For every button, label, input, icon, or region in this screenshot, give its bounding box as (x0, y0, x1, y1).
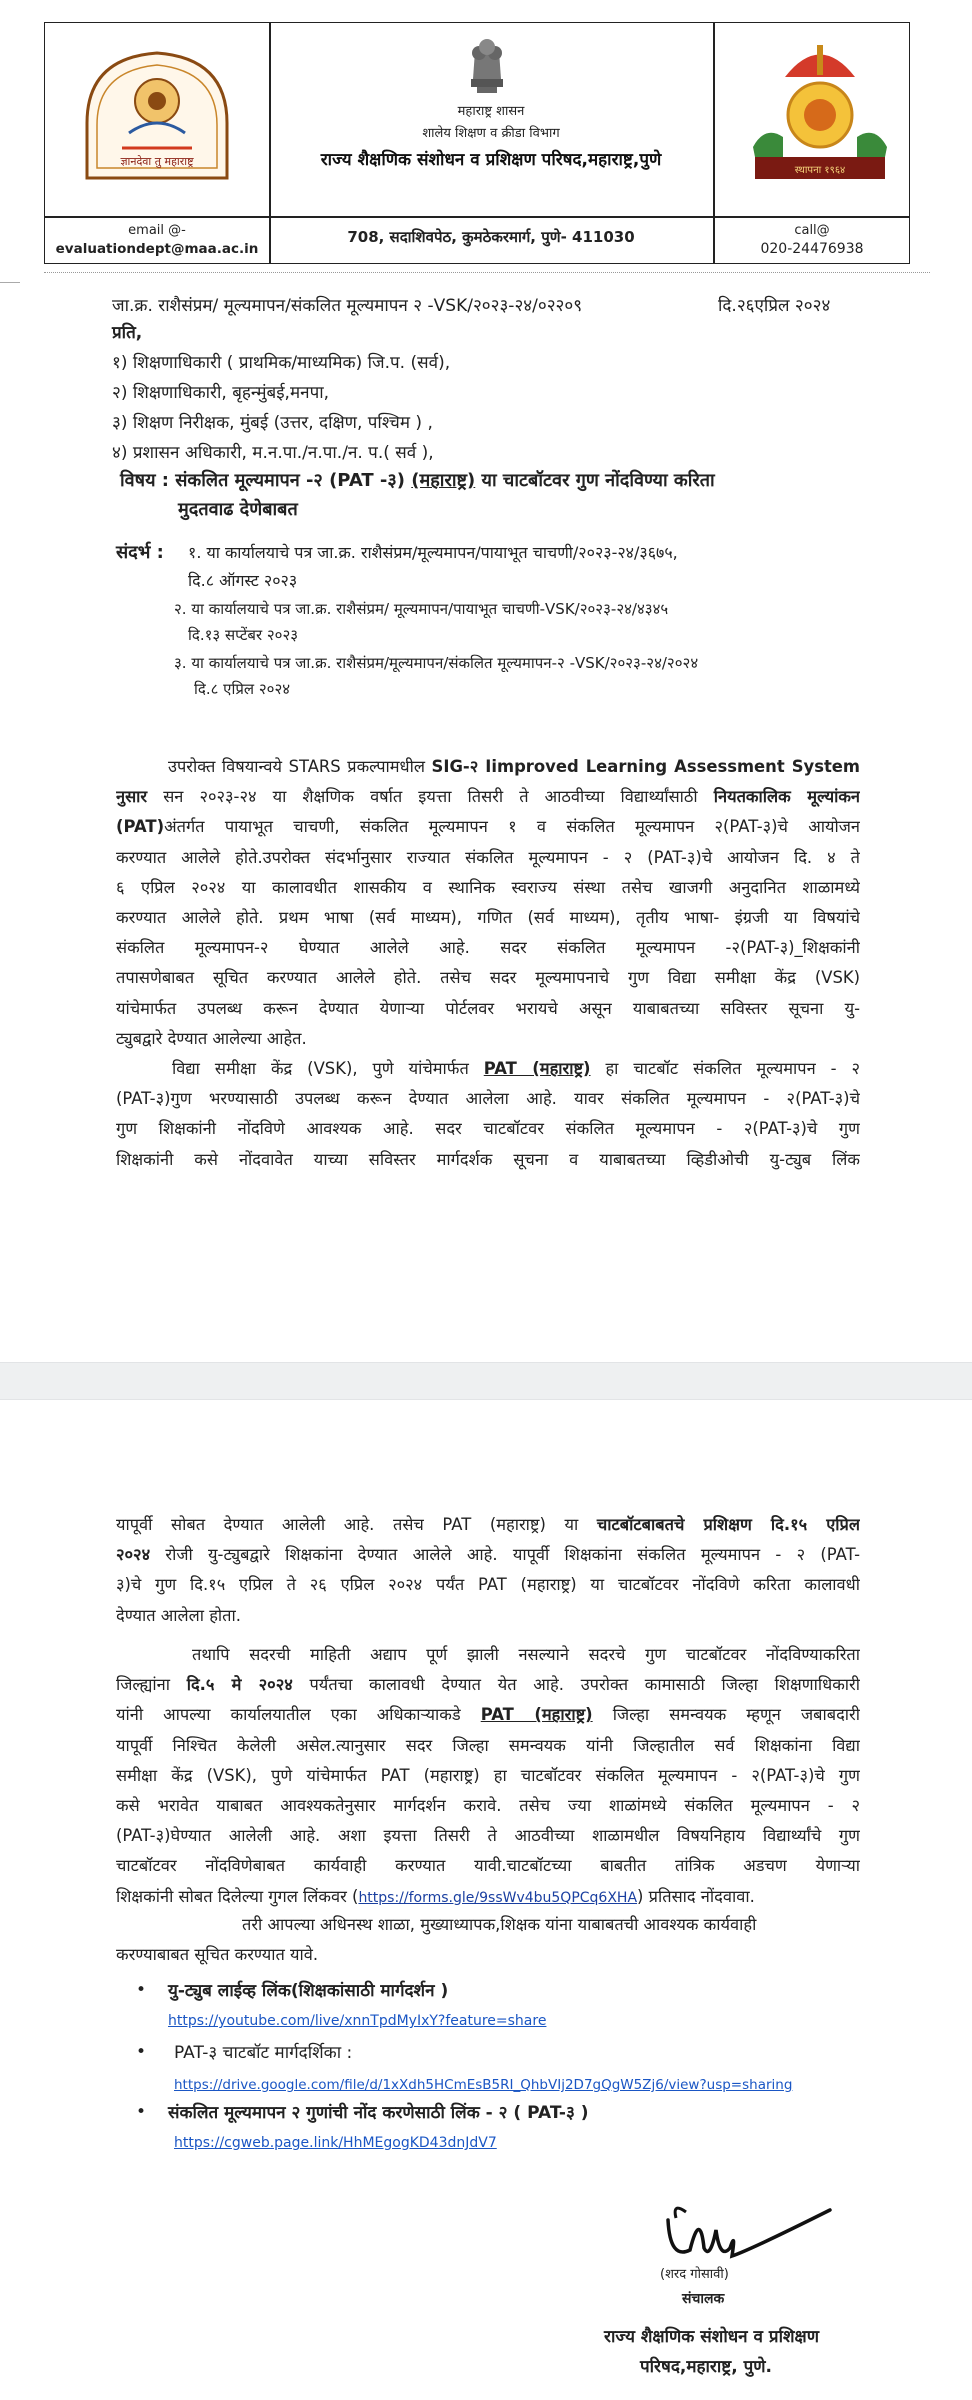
subject-line (120, 468, 715, 494)
subject-label: विषय : संकलित मूल्यमापन -२ (PAT -३) (120, 470, 405, 491)
references-label: संदर्भ : (116, 542, 164, 563)
reference-2-line1: २. या कार्यालयाचे पत्र जा.क्र. राशैसंप्रम/ मूल्यमापन/पायाभूत चाचणी-VSK/२०२३-२४/४३४५ (174, 600, 669, 618)
link-2-title: PAT-३ चाटबॉट मार्गदर्शिका : (174, 2043, 353, 2063)
reference-1-line1: १. या कार्यालयाचे पत्र जा.क्र. राशैसंप्रम/मूल्यमापन/पायाभूत चाचणी/२०२३-२४/३६७५, (188, 543, 678, 562)
link-3-url[interactable]: https://cgweb.page.link/HhMEgogKD43dnJdV7 (174, 2135, 497, 2151)
email-label: email @- (128, 223, 186, 238)
reference-3-line2: दि.८ एप्रिल २०२४ (194, 680, 291, 698)
link-2-url[interactable]: https://drive.google.com/file/d/1xXdh5HCmEsB5RI_QhbVIj2D7gQgW5Zj6/view?usp=sharing (174, 2077, 793, 2093)
header-divider (44, 272, 930, 273)
link-3-title: संकलित मूल्यमापन २ गुणांची नोंद करणेसाठी लिंक - २ ( PAT-३ ) (168, 2103, 589, 2123)
scert-logo-icon (745, 37, 895, 202)
recipient-4: ४) प्रशासन अधिकारी, म.न.पा./न.पा./न. प.( सर्व ), (112, 443, 434, 463)
google-form-link[interactable]: https://forms.gle/9ssWv4bu5QPCq6XHA (358, 1889, 638, 1906)
paragraph-4: तथापि सदरची माहिती अद्याप पूर्ण झाली नसल्याने सदरचे गुण चाटबॉटवर नोंदविण्याकरिता जिल्ह्यांना दि.५ मे २०२४ पर्यंतचा कालावधी देण्यात येत आहे. उपरोक्त कामासाठी जिल्हा शिक्षणाधिकारी यांनी आपल्या कार्यालयातील एका अधिकाऱ्याकडे PAT (महाराष्ट्र) जिल्हा समन्वयक म्हणून जबाबदारी यापूर्वी निश्चित केलेली असेल.त्यानुसार सदर जिल्हा समन्वयक यांनी जिल्हातील सर्व शिक्षकांना विद्या समीक्षा केंद्र (VSK), पुणे यांचेमार्फत PAT (महाराष्ट्र) हा चाटबॉटवर संकलित मूल्यमापन - २(PAT-३)चे गुण कसे भरावेत याबाबत आवश्यकतेनुसार मार्गदर्शन करावे. तसेच ज्या शाळांमध्ये संकलित मूल्यमापन - २ (PAT-३)घेण्यात आलेली आहे. अशा इयत्ता तिसरी ते आठवीच्या शाळामधील विषयनिहाय विद्यार्थ्यांचे गुण चाटबॉटवर नोंदविणेबाबत कार्यवाही करण्यात यावी.चाटबॉटच्या बाबतीत तांत्रिक अडचण येणाऱ्या शिक्षकांनी सोबत दिलेल्या गुगल लिंकवर (https://forms.gle/9ssWv4bu5QPCq6XHA) प्रतिसाद नोंदवावा. (116, 1645, 860, 1906)
paragraph-3: यापूर्वी सोबत देण्यात आलेली आहे. तसेच PAT (महाराष्ट्र) या चाटबॉटबाबतचे प्रशिक्षण दि.१५ एप्रिल २०२४ रोजी यु-ट्युबद्वारे शिक्षकांना देण्यात आलेले आहे. यापूर्वी शिक्षकांना संकलित मूल्यमापन - २ (PAT- ३)चे गुण दि.१५ एप्रिल ते २६ एप्रिल २०२४ पर्यंत PAT (महाराष्ट्र) या चाटबॉटवर नोंदविणे करिता कालावधी देण्यात आलेला होता. (116, 1515, 860, 1625)
reference-3-line1: ३. या कार्यालयाचे पत्र जा.क्र. राशैसंप्रम/मूल्यमापन/संकलित मूल्यमापन-२ -VSK/२०२३-२४/२०२४ (174, 654, 699, 672)
left-logo-text: ज्ञानदेवा तु महाराष्ट्र (120, 155, 194, 168)
recipient-1: १) शिक्षणाधिकारी ( प्राथमिक/माध्यमिक) जि.प. (सर्व), (112, 353, 451, 373)
call-label: call@ (794, 223, 830, 238)
page-gap (0, 1362, 972, 1400)
recipient-2: २) शिक्षणाधिकारी, बृहन्मुंबई,मनपा, (112, 383, 330, 403)
office-address: 708, सदाशिवपेठ, कुमठेकरमार्ग, पुणे- 411030 (347, 228, 635, 246)
subject-line-2: मुदतवाढ देणेबाबत (178, 499, 298, 520)
page-2 (0, 1400, 972, 2400)
signatory-role: संचालक (682, 2291, 725, 2307)
signatory-org-1: राज्य शैक्षणिक संशोधन व प्रशिक्षण (604, 2327, 820, 2347)
prati-label: प्रति, (112, 323, 143, 343)
link-1-title: यु-ट्युब लाईव्ह लिंक(शिक्षकांसाठी मार्गदर्शन ) (168, 1981, 449, 2001)
state-emblem-icon (457, 29, 517, 97)
signatory-name: (शरद गोसावी) (660, 2267, 729, 2282)
dept-name: शालेय शिक्षण व क्रीडा विभाग (422, 126, 560, 141)
recipient-3: ३) शिक्षण निरीक्षक, मुंबई (उत्तर, दक्षिण, पश्चिम ) , (112, 413, 433, 433)
reference-number: जा.क्र. राशैसंप्रम/ मूल्यमापन/संकलित मूल्यमापन २ -VSK/२०२३-२४/०२२०९ (112, 296, 583, 316)
bullet-icon: • (136, 2102, 147, 2122)
email-address: evaluationdept@maa.ac.in (55, 241, 259, 257)
right-logo-text: स्थापना १९६४ (794, 165, 846, 176)
paragraph-5: तरी आपल्या अधिनस्थ शाळा, मुख्याध्यापक,शिक्षक यांना याबाबतची आवश्यक कार्यवाही करण्याबाबत सूचित करण्यात यावे. (116, 1915, 757, 1965)
reference-2-line2: दि.१३ सप्टेंबर २०२३ (188, 626, 299, 644)
gov-name: महाराष्ट्र शासन (457, 104, 525, 119)
bullet-icon: • (136, 2042, 147, 2062)
paragraph-1: उपरोक्त विषयान्वये STARS प्रकल्पामधील SIG-२ Iimproved Learning Assessment System नुसार सन २०२३-२४ या शैक्षणिक वर्षात इयत्ता तिसरी ते आठवीच्या विद्यार्थ्यांसाठी नियतकालिक मूल्यांकन (PAT)अंतर्गत पायाभूत चाचणी, संकलित मूल्यमापन १ व संकलित मूल्यमापन २(PAT-३)चे आयोजन करण्यात आलेले होते.उपरोक्त संदर्भानुसार राज्यात संकलित मूल्यमापन - २ (PAT-३)चे आयोजन दि. ४ ते ६ एप्रिल २०२४ या कालावधीत शासकीय व स्थानिक स्वराज्य संस्था तसेच खाजगी अनुदानित शाळामध्ये करण्यात आलेले होते. प्रथम भाषा (सर्व माध्यम), गणित (सर्व माध्यम), तृतीय भाषा- इंग्रजी या विषयांचे संकलित मूल्यमापन-२ घेण्यात आलेले आहे. सदर संकलित मूल्यमापन -२(PAT-३)_शिक्षकांनी तपासणेबाबत सूचित करण्यात आलेले होते. तसेच सदर मूल्यमापनाचे गुण विद्या समीक्षा केंद्र (VSK) यांचेमार्फत उपलब्ध करून देण्यात येणाऱ्या पोर्टलवर भरायचे असून याबाबतच्या सविस्तर सूचना यु- ट्युबद्वारे देण्यात आलेल्या आहेत. (116, 757, 860, 1048)
council-name: राज्य शैक्षणिक संशोधन व प्रशिक्षण परिषद,महाराष्ट्र,पुणे (320, 150, 662, 170)
paragraph-2: विद्या समीक्षा केंद्र (VSK), पुणे यांचेमार्फत PAT (महाराष्ट्र) हा चाटबॉट संकलित मूल्यमापन - २ (PAT-३)गुण भरण्यासाठी उपलब्ध करून देण्यात आलेला आहे. यावर संकलित मूल्यमापन - २(PAT-३)चे गुण शिक्षकांनी नोंदविणे आवश्यक आहे. सदर चाटबॉटवर संकलित मूल्यमापन - २(PAT-३)चे गुण शिक्षकांनी कसे नोंदवावेत याच्या सविस्तर मार्गदर्शक सूचना व याबाबतच्या व्हिडीओची यु-ट्युब लिंक (116, 1059, 860, 1169)
subject-rest: या चाटबॉटवर गुण नोंदविण्या करिता (481, 470, 715, 491)
reference-1-line2: दि.८ ऑगस्ट २०२३ (188, 571, 298, 590)
signatory-org-2: परिषद,महाराष्ट्र, पुणे. (640, 2357, 772, 2377)
subject-underlined: (महाराष्ट्र) (411, 470, 476, 491)
link-1-url[interactable]: https://youtube.com/live/xnnTpdMyIxY?feature=share (168, 2013, 547, 2029)
bullet-icon: • (136, 1980, 147, 2000)
phone-number: 020-24476938 (760, 241, 864, 257)
header-divider-short (0, 282, 20, 283)
letter-date: दि.२६एप्रिल २०२४ (718, 296, 831, 316)
letterhead (44, 22, 910, 264)
maa-logo-icon (67, 43, 247, 203)
